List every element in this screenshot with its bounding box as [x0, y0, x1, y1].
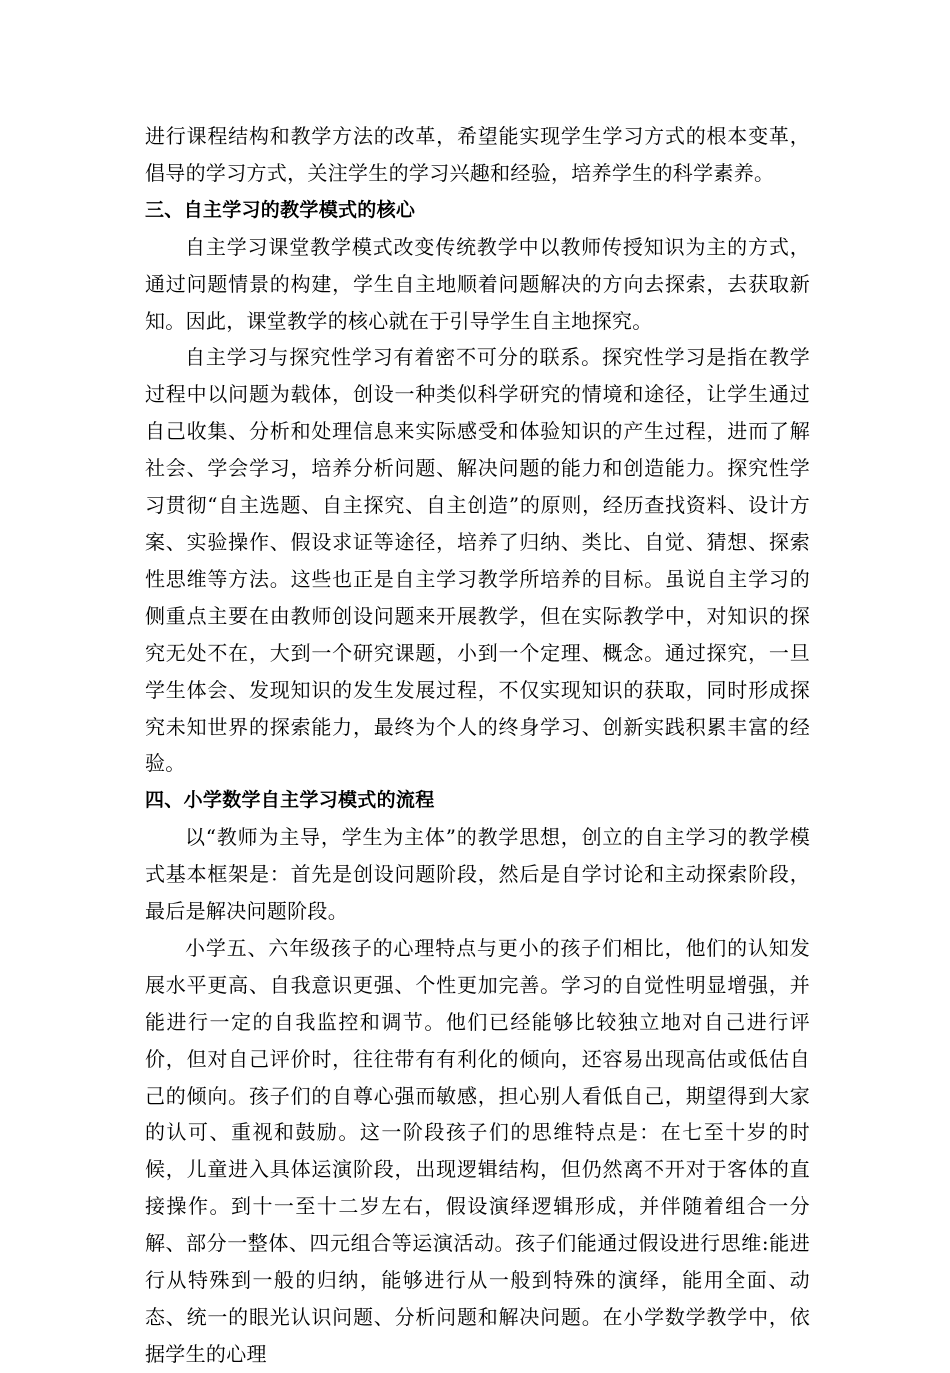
body-paragraph: 小学五、六年级孩子的心理特点与更小的孩子们相比，他们的认知发展水平更高、自我意识更强、个性更加完善。学习的自觉性明显增强，并能进行一定的自我监控和调节。他们已经能够比较独立地对自己进行评价，但对自己评价时，往往带有有利化的倾向，还容易出现高估或低估自己的倾向。孩子们的自尊心强而敏感，担心别人看低自己，期望得到大家的认可、重视和鼓励。这一阶段孩子们的思维特点是：在七至十岁的时候，儿童进入具体运演阶段，出现逻辑结构，但仍然离不开对于客体的直接操作。到十一至十二岁左右，假设演绎逻辑形成，并伴随着组合一分解、部分一整体、四元组合等运演活动。孩子们能通过假设进行思维:能进行从特殊到一般的归纳，能够进行从一般到特殊的演绎，能用全面、动态、统一的眼光认识问题、分析问题和解决问题。在小学数学教学中，依据学生的心理	[145, 935, 810, 1366]
body-paragraph: 以“教师为主导，学生为主体”的教学思想，创立的自主学习的教学模式基本框架是：首先是创设问题阶段，然后是自学讨论和主动探索阶段，最后是解决问题阶段。	[145, 825, 810, 924]
document-page	[145, 118, 810, 1373]
section-heading-4: 四、小学数学自主学习模式的流程	[145, 789, 435, 812]
body-paragraph: 进行课程结构和教学方法的改革，希望能实现学生学习方式的根本变革，倡导的学习方式，关注学生的学习兴趣和经验，培养学生的科学素养。	[145, 124, 810, 185]
section-heading-3: 三、自主学习的教学模式的核心	[145, 198, 416, 221]
body-paragraph: 自主学习与探究性学习有着密不可分的联系。探究性学习是指在教学过程中以问题为载体，创设一种类似科学研究的情境和途径，让学生通过自己收集、分析和处理信息来实际感受和体验知识的产生过程，进而了解社会、学会学习，培养分析问题、解决问题的能力和创造能力。探究性学习贯彻“自主选题、自主探究、自主创造”的原则，经历查找资料、设计方案、实验操作、假设求证等途径，培养了归纳、类比、自觉、猜想、探索性思维等方法。这些也正是自主学习教学所培养的目标。虽说自主学习的侧重点主要在由教师创设问题来开展教学，但在实际教学中，对知识的探究无处不在，大到一个研究课题，小到一个定理、概念。通过探究，一旦学生体会、发现知识的发生发展过程，不仅实现知识的获取，同时形成探究未知世界的探索能力，最终为个人的终身学习、创新实践积累丰富的经验。	[145, 345, 810, 776]
body-paragraph: 自主学习课堂教学模式改变传统教学中以教师传授知识为主的方式，通过问题情景的构建，学生自主地顺着问题解决的方向去探索，去获取新知。因此，课堂教学的核心就在于引导学生自主地探究。	[145, 234, 810, 333]
